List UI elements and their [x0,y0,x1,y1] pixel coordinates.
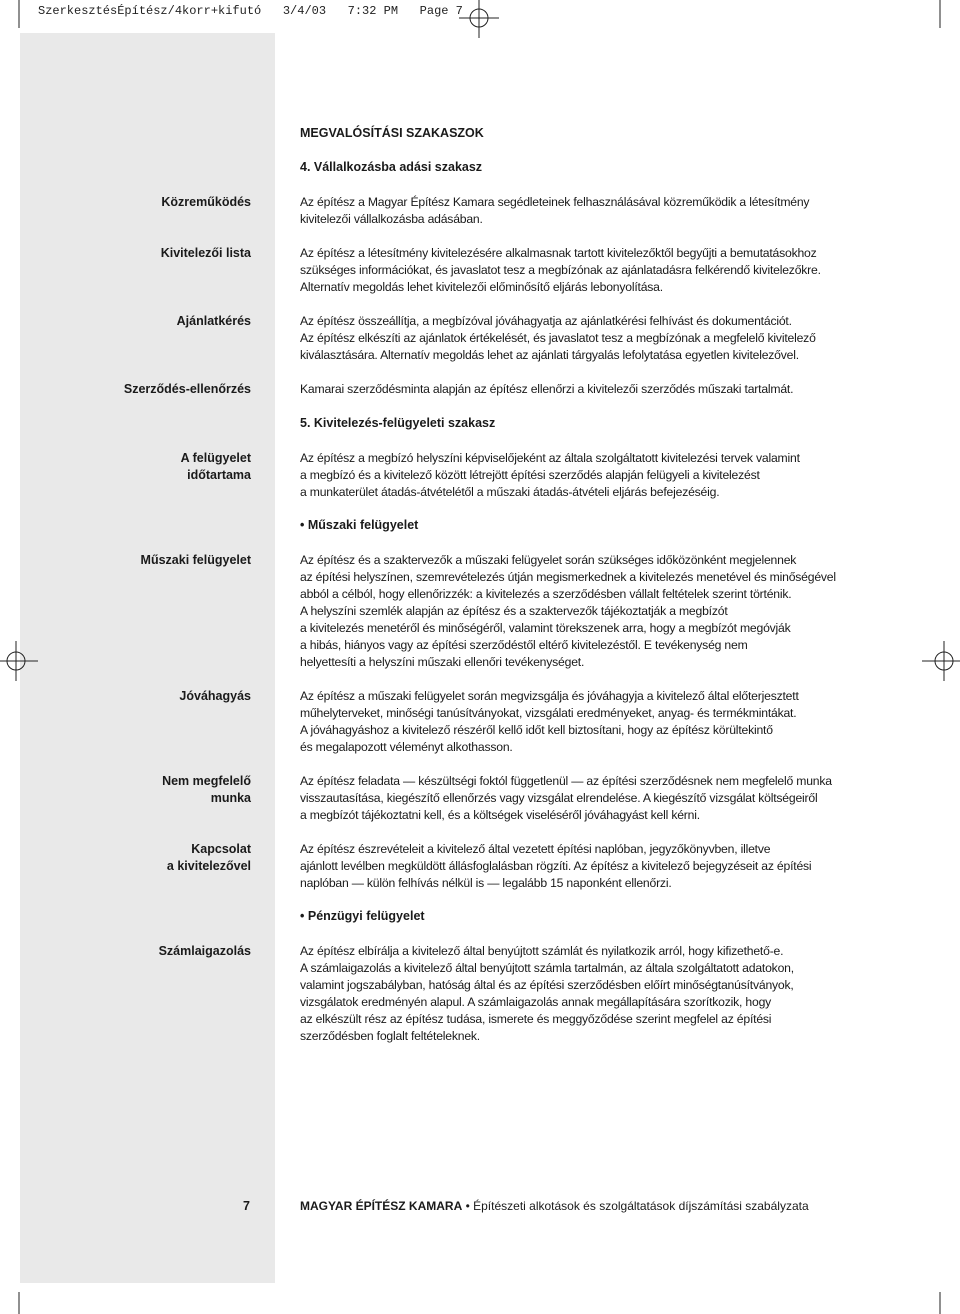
registration-mark-top-center [455,0,503,40]
label-szamlaigazolas [159,943,251,960]
label-kozremukodes [161,194,251,211]
paragraph-kozremukodes [300,194,840,228]
label-line: A felügyelet [180,451,251,465]
label-line: időtartama [187,468,251,482]
print-slug: SzerkesztésÉpítész/4korr+kifutó 3/4/03 7:32 PM Page 7 [38,4,463,18]
text-line: Az építész elbírálja a kivitelező által benyújtott számlát és nyilatkozik arról, hogy kifizethető-e. [300,944,784,958]
label-kivitelezoi-lista [161,245,251,262]
text-line: a megbízó és a kivitelező között létrejött építési szerződés alapján felügyeli a kivitelezést [300,468,760,482]
paragraph-jovahagyas [300,688,840,756]
text-line: műhelyterveket, minőségi tanúsítványokat, vizsgálati eredményeket, anyag- és termékmintákat. [300,706,797,720]
text-line: az építési helyszínen, szemrevételezés útján megismerkednek a kivitelezés menetével és minőségével [300,570,836,584]
text-line: ajánlott levélben megküldött állásfoglalásban rögzíti. Az építész a kivitelező bejegyzéseit az építési [300,859,812,873]
footer-separator: • [465,1199,470,1213]
text-line: a kivitelezés menetéről és minőségéről, valamint törekszenek arra, hogy a megbízót megóvják [300,621,791,635]
section-4-heading: 4. Vállalkozásba adási szakasz [300,160,483,174]
page-footer [300,1199,809,1213]
text-line: Az építész észrevételeit a kivitelező által vezetett építési naplóban, jegyzőkönyvben, illetve [300,842,771,856]
crop-marks-bottom-left [0,1288,24,1314]
label-line: a kivitelezővel [166,859,251,873]
text-line: kiválasztására. Alternatív megoldás lehet az ajánlati tárgyalás lefolytatása egyetlen kivitelezővel. [300,348,799,362]
section-5-heading: 5. Kivitelezés-felügyeleti szakasz [300,416,496,430]
text-line: és megalapozott véleményt alkothasson. [300,740,513,754]
paragraph-muszaki-felugyelet [300,552,840,671]
text-line: Az építész elkészíti az ajánlatok értékelését, és javaslatot tesz a megbízónak a megfelelő kivitelező [300,331,816,345]
text-line: szükséges információkat, és javaslatot tesz a megbízónak az ajánlatadásra felkérendő kivitelezőkre. [300,263,821,277]
label-line: Ajánlatkérés [176,314,251,328]
page-number: 7 [243,1199,250,1213]
label-szerzodes-ellenorzes [124,381,251,398]
section-title: MEGVALÓSÍTÁSI SZAKASZOK [300,126,484,140]
text-line: vizsgálatok eredményén alapul. A számlaigazolás annak megállapítására szorítkozik, hogy [300,995,772,1009]
paragraph-felugyelet-idotartama [300,450,840,501]
text-line: Kamarai szerződésminta alapján az építész ellenőrzi a kivitelezői szerződés műszaki tartalmát. [300,382,794,396]
label-muszaki-felugyelet [141,552,251,569]
text-line: az elkészült rész az építész tudása, ismerete és meggyőződése szerint megfelel az építési [300,1012,772,1026]
paragraph-kivitelezoi-lista [300,245,840,296]
crop-marks-bottom-right [936,1288,960,1314]
text-line: kivitelezői vállalkozásba adásában. [300,212,483,226]
label-line: Műszaki felügyelet [140,553,251,567]
label-nem-megfelelo-munka [162,773,251,807]
text-line: Az építész és a szaktervezők a műszaki felügyelet során szükséges időközönként megjelennek [300,553,797,567]
paragraph-nem-megfelelo-munka [300,773,840,824]
label-line: Jóváhagyás [179,689,251,703]
text-line: naplóban — külön felhívás nélkül is — legalább 15 naponként ellenőrzi. [300,876,672,890]
text-line: A jóváhagyáshoz a kivitelező részéről kellő időt kell biztosítani, hogy az építész körültekintő [300,723,773,737]
text-line: Az építész a Magyar Építész Kamara segédleteinek felhasználásával közreműködik a létesítmény [300,195,810,209]
label-line: Kapcsolat [191,842,251,856]
label-line: Kivitelezői lista [160,246,251,260]
bullet-heading-muszaki-felugyelet: • Műszaki felügyelet [300,518,418,532]
text-line: a munkaterület átadás-átvételétől a műszaki átadás-átvételi eljárás befejezéséig. [300,485,720,499]
label-felugyelet-idotartama [181,450,251,484]
label-line: Nem megfelelő [162,774,251,788]
text-line: Az építész összeállítja, a megbízóval jóváhagyatja az ajánlatkérési felhívást és dokumentációt. [300,314,792,328]
sidebar-panel [20,33,275,1283]
registration-mark-right [920,636,960,686]
text-line: a hibás, hiányos vagy az építési szerződéstől eltérő kivitelezéstől. E tevékenység nem [300,638,748,652]
paragraph-kapcsolat-kivitelezovel [300,841,840,892]
paragraph-ajanlatkeres [300,313,840,364]
label-line: munka [210,791,251,805]
text-line: abból a célból, hogy ellenőrizzék: a kivitelezés a szerződésben vállalt feltételek szerint történik. [300,587,792,601]
label-kapcsolat-kivitelezovel [167,841,251,875]
crop-marks-top-right [936,0,960,36]
footer-text: Építészeti alkotások és szolgáltatások díjszámítási szabályzata [473,1199,809,1213]
crop-marks-top-left [0,0,24,36]
text-line: valamint jogszabályban, hatóság által és az építési szerződésben előírt minőségtanúsítványok, [300,978,794,992]
text-line: a megbízót tájékoztatni kell, és a költségek viseléséről jóváhagyást kell kérni. [300,808,700,822]
registration-mark-left [0,636,40,686]
footer-org: MAGYAR ÉPÍTÉSZ KAMARA [300,1199,463,1213]
label-line: Számlaigazolás [158,944,251,958]
text-line: szerződésben foglalt feltételeknek. [300,1029,480,1043]
text-line: visszautasítása, kiegészítő ellenőrzés vagy vizsgálat elrendelése. A kiegészítő vizsgálat költségeiről [300,791,818,805]
paragraph-szamlaigazolas [300,943,840,1045]
text-line: helyettesíti a helyszíni műszaki ellenőri tevékenységet. [300,655,585,669]
label-line: Szerződés-ellenőrzés [123,382,251,396]
label-jovahagyas [179,688,251,705]
paragraph-szerzodes-ellenorzes [300,381,840,398]
text-line: Alternatív megoldás lehet kivitelezői előminősítő eljárás lebonyolítása. [300,280,663,294]
label-line: Közreműködés [161,195,251,209]
text-line: Az építész feladata — készültségi foktól függetlenül — az építési szerződésnek nem megfelelő munka [300,774,832,788]
text-line: Az építész a létesítmény kivitelezésére alkalmasnak tartott kivitelezőktől begyűjti a bemutatásokhoz [300,246,817,260]
label-ajanlatkeres [177,313,251,330]
bullet-heading-penzugyi-felugyelet: • Pénzügyi felügyelet [300,909,425,923]
text-line: A helyszíni szemlék alapján az építész és a szaktervezők tájékoztatják a megbízót [300,604,728,618]
text-line: A számlaigazolás a kivitelező által benyújtott számla tartalmán, az általa szolgáltatott adatokon, [300,961,794,975]
text-line: Az építész a műszaki felügyelet során megvizsgálja és jóváhagyja a kivitelező által előterjesztett [300,689,799,703]
text-line: Az építész a megbízó helyszíni képviselőjeként az általa szolgáltatott kivitelezési tervek valamint [300,451,800,465]
